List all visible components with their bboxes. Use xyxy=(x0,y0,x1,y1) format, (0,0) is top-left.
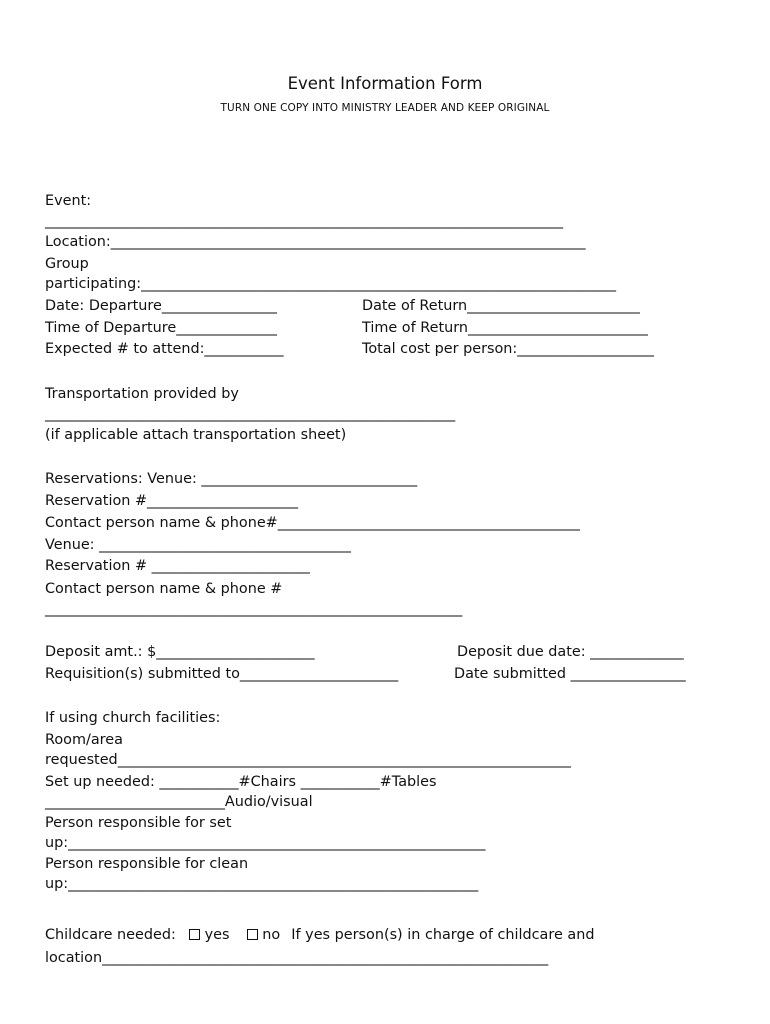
no-label: no xyxy=(262,927,281,943)
event-label: Event: xyxy=(45,193,92,209)
date-submitted-field[interactable]: Date submitted ________________ xyxy=(454,666,686,682)
location-field[interactable]: Location:__________________________________________________________________ xyxy=(45,234,586,250)
venue-field-2[interactable]: Venue: ___________________________________ xyxy=(45,537,351,553)
reservation-number-field[interactable]: Reservation #_____________________ xyxy=(45,493,299,509)
group-field[interactable]: participating:__________________________________________________________________ xyxy=(45,276,617,292)
yes-label: yes xyxy=(204,927,230,943)
childcare-label: Childcare needed: xyxy=(45,927,176,943)
childcare-row xyxy=(45,926,594,944)
setup-field[interactable]: Set up needed: ___________#Chairs ___________#Tables xyxy=(45,774,437,790)
deposit-due-field[interactable]: Deposit due date: _____________ xyxy=(457,644,684,660)
audio-visual-field[interactable]: _________________________Audio/visual xyxy=(45,794,313,810)
time-departure-field[interactable]: Time of Departure______________ xyxy=(45,320,277,336)
deposit-amount-field[interactable]: Deposit amt.: $______________________ xyxy=(45,644,315,660)
childcare-question: If yes person(s) in charge of childcare and xyxy=(291,927,595,943)
transport-field[interactable]: _________________________________________________________ xyxy=(45,406,456,422)
contact-field[interactable]: Contact person name & phone#__________________________________________ xyxy=(45,515,580,531)
reservation-venue-field[interactable]: Reservations: Venue: ______________________________ xyxy=(45,471,418,487)
reservation-number-field-2[interactable]: Reservation # ______________________ xyxy=(45,558,310,574)
date-departure-field[interactable]: Date: Departure________________ xyxy=(45,298,277,314)
contact-label-2: Contact person name & phone # xyxy=(45,581,283,597)
clean-person-label: Person responsible for clean xyxy=(45,856,249,872)
setup-person-label: Person responsible for set xyxy=(45,815,232,831)
form-subtitle: TURN ONE COPY INTO MINISTRY LEADER AND KEEP ORIGINAL xyxy=(220,102,550,114)
form-title: Event Information Form xyxy=(287,74,483,93)
expected-attend-field[interactable]: Expected # to attend:___________ xyxy=(45,341,284,357)
setup-person-field[interactable]: up:__________________________________________________________ xyxy=(45,835,486,851)
childcare-location-field[interactable]: location______________________________________________________________ xyxy=(45,950,549,966)
contact-field-2[interactable]: __________________________________________________________ xyxy=(45,601,463,617)
yes-checkbox[interactable] xyxy=(189,929,200,940)
no-checkbox[interactable] xyxy=(247,929,258,940)
total-cost-field[interactable]: Total cost per person:___________________ xyxy=(362,341,654,357)
group-label: Group xyxy=(45,256,89,272)
transport-note: (if applicable attach transportation sheet) xyxy=(45,427,347,443)
room-label: Room/area xyxy=(45,732,123,748)
event-field[interactable]: ________________________________________________________________________ xyxy=(45,213,564,229)
requisition-field[interactable]: Requisition(s) submitted to______________________ xyxy=(45,666,399,682)
clean-person-field[interactable]: up:_________________________________________________________ xyxy=(45,876,479,892)
transport-label: Transportation provided by xyxy=(45,386,239,402)
time-return-field[interactable]: Time of Return_________________________ xyxy=(362,320,648,336)
room-field[interactable]: requested_______________________________________________________________ xyxy=(45,752,571,768)
church-facilities-label: If using church facilities: xyxy=(45,710,221,726)
date-return-field[interactable]: Date of Return________________________ xyxy=(362,298,640,314)
